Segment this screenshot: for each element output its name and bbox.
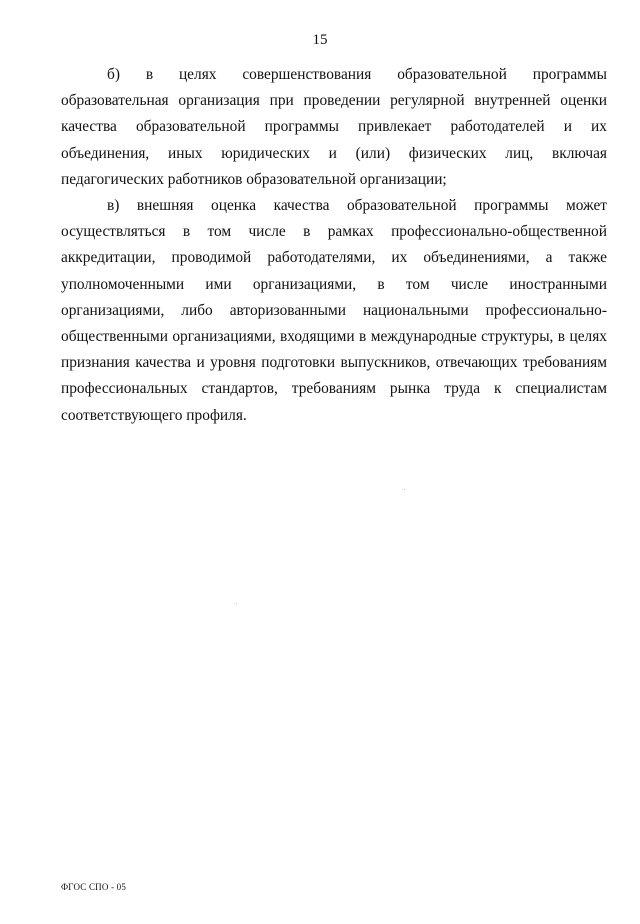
page-number: 15 <box>312 32 328 48</box>
paragraph-v: в) внешняя оценка качества образовательной программы может осуществляться в том числе в рамках профессионально-общественной аккредитации, проводимой работодателями, их объединениями, а также уполномоченными ими организациями, в том числе иностранными организациями, либо авторизованными национальными профессионально-общественными организациями, входящими в международные структуры, в целях признания качества и уровня подготовки выпускников, отвечающих требованиям профессиональных стандартов, требованиям рынка труда к специалистам соответствующего профиля. <box>61 197 607 424</box>
scan-speck <box>236 603 237 604</box>
scan-speck <box>404 489 405 490</box>
footer-document-code: ФГОС СПО - 05 <box>61 882 127 892</box>
paragraph-b: б) в целях совершенствования образовательной программы образовательная организация при проведении регулярной внутренней оценки качества образовательной программы привлекает работодателей и их объединения, иных юридических и (или) физических лиц, включая педагогических работников образовательной организации; <box>61 66 607 188</box>
document-body <box>61 62 607 429</box>
